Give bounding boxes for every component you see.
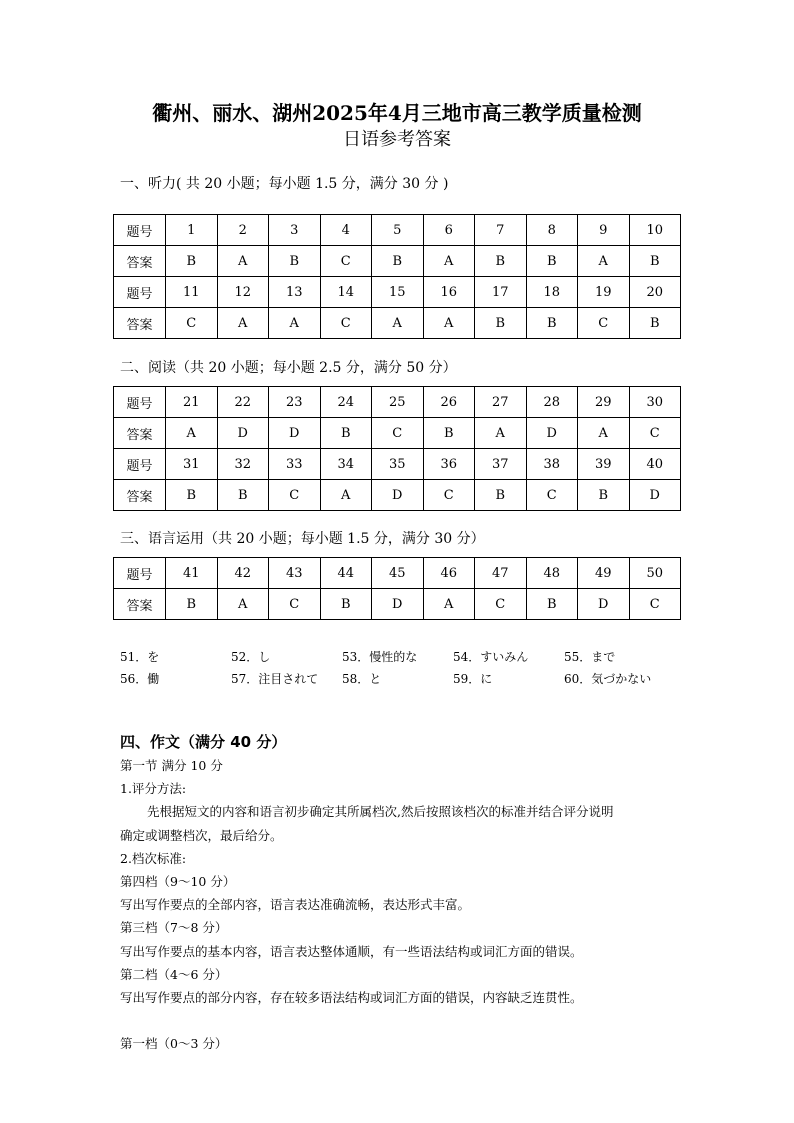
table-cell: 28 <box>526 387 578 418</box>
essay-line: 第四档（9～10 分） <box>120 874 236 890</box>
row-label: 答案 <box>114 418 166 449</box>
table-cell: B <box>475 480 527 511</box>
document-subtitle: 日语参考答案 <box>343 129 451 150</box>
table-cell: C <box>578 308 630 339</box>
table-cell: 10 <box>629 215 681 246</box>
table-cell: 26 <box>423 387 475 418</box>
section1-answer-table <box>113 214 681 339</box>
table-cell: D <box>372 480 424 511</box>
table-cell: C <box>269 589 321 620</box>
table-cell: B <box>166 480 218 511</box>
essay-line: 写出写作要点的基本内容，语言表达整体通顺，有一些语法结构或词汇方面的错误。 <box>120 943 583 959</box>
table-cell: 29 <box>578 387 630 418</box>
table-cell: B <box>629 308 681 339</box>
table-cell: D <box>629 480 681 511</box>
section2-note: （共 20 小题；每小题 2.5 分，满分 50 分） <box>176 360 457 376</box>
table-cell: 12 <box>217 277 269 308</box>
table-cell: 6 <box>423 215 475 246</box>
table-cell: 24 <box>320 387 372 418</box>
table-cell: 38 <box>526 449 578 480</box>
fill-answer: 56．働 <box>120 672 160 686</box>
row-label: 题号 <box>114 387 166 418</box>
table-cell: B <box>526 589 578 620</box>
table-cell: B <box>423 418 475 449</box>
table-cell: C <box>320 246 372 277</box>
table-cell: 32 <box>217 449 269 480</box>
section1-heading <box>120 173 448 193</box>
table-cell: B <box>578 480 630 511</box>
table-cell: B <box>166 589 218 620</box>
fill-row <box>120 646 680 668</box>
essay-line: 第二档（4～6 分） <box>120 966 228 982</box>
section3-answer-table <box>113 557 681 620</box>
fill-answer: 60．気づかない <box>564 672 652 686</box>
fill-answer: 57．注目されて <box>231 672 319 686</box>
table-cell: 2 <box>217 215 269 246</box>
document-title: 衢州、丽水、湖州2025年4月三地市高三教学质量检测 <box>152 101 642 125</box>
row-label: 题号 <box>114 215 166 246</box>
table-cell: C <box>372 418 424 449</box>
fill-answer: 52．し <box>231 650 271 664</box>
table-cell: 9 <box>578 215 630 246</box>
table-cell: A <box>166 418 218 449</box>
table-cell: 20 <box>629 277 681 308</box>
row-label: 答案 <box>114 308 166 339</box>
table-cell: 17 <box>475 277 527 308</box>
table-cell: 18 <box>526 277 578 308</box>
fill-in-answers <box>120 646 680 690</box>
section2-answer-table <box>113 386 681 511</box>
fill-answer: 58．と <box>342 672 382 686</box>
table-row <box>114 589 681 620</box>
table-row <box>114 480 681 511</box>
essay-line: 2.档次标准: <box>120 850 187 866</box>
table-cell: 21 <box>166 387 218 418</box>
table-cell: D <box>269 418 321 449</box>
table-cell: 5 <box>372 215 424 246</box>
table-cell: 25 <box>372 387 424 418</box>
essay-line: 先根据短文的内容和语言初步确定其所属档次,然后按照该档次的标准并结合评分说明 <box>147 804 614 820</box>
table-cell: A <box>217 308 269 339</box>
table-cell: 36 <box>423 449 475 480</box>
row-label: 答案 <box>114 246 166 277</box>
table-cell: C <box>320 308 372 339</box>
table-cell: B <box>217 480 269 511</box>
table-cell: D <box>372 589 424 620</box>
fill-answer: 53．慢性的な <box>342 650 418 664</box>
essay-line: 第一节 满分 10 分 <box>120 758 223 773</box>
table-cell: A <box>217 589 269 620</box>
table-cell: 8 <box>526 215 578 246</box>
table-cell: B <box>475 246 527 277</box>
section3-note: （共 20 小题；每小题 1.5 分，满分 30 分） <box>204 531 485 547</box>
table-cell: 30 <box>629 387 681 418</box>
essay-line: 确定或调整档次，最后给分。 <box>120 827 283 843</box>
table-row <box>114 308 681 339</box>
table-cell: A <box>217 246 269 277</box>
table-cell: C <box>629 589 681 620</box>
table-cell: 11 <box>166 277 218 308</box>
table-row <box>114 418 681 449</box>
table-cell: 49 <box>578 558 630 589</box>
table-cell: A <box>423 589 475 620</box>
table-cell: D <box>526 418 578 449</box>
table-cell: A <box>578 418 630 449</box>
row-label: 答案 <box>114 589 166 620</box>
table-cell: B <box>320 589 372 620</box>
table-row <box>114 449 681 480</box>
table-cell: D <box>578 589 630 620</box>
fill-answer: 55．まで <box>564 650 616 664</box>
table-cell: C <box>423 480 475 511</box>
table-cell: 15 <box>372 277 424 308</box>
table-cell: 23 <box>269 387 321 418</box>
essay-section <box>120 730 690 1055</box>
section2-title: 二、阅读 <box>120 360 176 376</box>
section3-title: 三、语言运用 <box>120 531 204 547</box>
table-cell: A <box>423 308 475 339</box>
table-cell: 22 <box>217 387 269 418</box>
table-cell: 34 <box>320 449 372 480</box>
table-cell: B <box>320 418 372 449</box>
section2-heading <box>120 357 457 377</box>
table-cell: C <box>166 308 218 339</box>
table-cell: 4 <box>320 215 372 246</box>
table-cell: 27 <box>475 387 527 418</box>
fill-answer: 51．を <box>120 650 160 664</box>
section3-heading <box>120 528 485 548</box>
table-cell: 46 <box>423 558 475 589</box>
table-cell: 35 <box>372 449 424 480</box>
section1-title: 一、听力 <box>120 176 176 192</box>
fill-answer: 59．に <box>453 672 493 686</box>
essay-line: 第三档（7～8 分） <box>120 920 228 936</box>
table-cell: 3 <box>269 215 321 246</box>
table-cell: 1 <box>166 215 218 246</box>
table-cell: C <box>269 480 321 511</box>
table-cell: 45 <box>372 558 424 589</box>
table-cell: 47 <box>475 558 527 589</box>
table-cell: B <box>629 246 681 277</box>
table-cell: A <box>372 308 424 339</box>
table-cell: A <box>320 480 372 511</box>
table-cell: A <box>578 246 630 277</box>
table-cell: A <box>475 418 527 449</box>
table-cell: 7 <box>475 215 527 246</box>
table-cell: C <box>475 589 527 620</box>
table-cell: 19 <box>578 277 630 308</box>
table-cell: D <box>217 418 269 449</box>
table-cell: 33 <box>269 449 321 480</box>
table-row <box>114 387 681 418</box>
table-cell: 31 <box>166 449 218 480</box>
table-cell: 41 <box>166 558 218 589</box>
row-label: 答案 <box>114 480 166 511</box>
table-row <box>114 277 681 308</box>
table-cell: B <box>269 246 321 277</box>
table-cell: 43 <box>269 558 321 589</box>
table-cell: 37 <box>475 449 527 480</box>
table-cell: B <box>475 308 527 339</box>
table-cell: 39 <box>578 449 630 480</box>
table-cell: 40 <box>629 449 681 480</box>
table-cell: C <box>629 418 681 449</box>
table-cell: A <box>423 246 475 277</box>
table-row <box>114 558 681 589</box>
table-row <box>114 246 681 277</box>
table-cell: B <box>526 246 578 277</box>
table-cell: 42 <box>217 558 269 589</box>
essay-line: 写出写作要点的全部内容，语言表达准确流畅，表达形式丰富。 <box>120 897 471 913</box>
row-label: 题号 <box>114 277 166 308</box>
table-cell: B <box>166 246 218 277</box>
essay-line: 第一档（0～3 分） <box>120 1036 228 1052</box>
fill-answer: 54．すいみん <box>453 650 529 664</box>
fill-row <box>120 668 680 690</box>
table-cell: B <box>526 308 578 339</box>
table-row <box>114 215 681 246</box>
table-cell: 14 <box>320 277 372 308</box>
table-cell: 13 <box>269 277 321 308</box>
table-cell: 50 <box>629 558 681 589</box>
essay-line: 1.评分方法: <box>120 781 187 797</box>
table-cell: B <box>372 246 424 277</box>
essay-line: 写出写作要点的部分内容，存在较多语法结构或词汇方面的错误，内容缺乏连贯性。 <box>120 990 583 1006</box>
table-cell: C <box>526 480 578 511</box>
row-label: 题号 <box>114 558 166 589</box>
section1-note: ( 共 20 小题；每小题 1.5 分，满分 30 分 ) <box>176 176 449 192</box>
essay-heading: 四、作文（满分 40 分） <box>120 733 287 751</box>
row-label: 题号 <box>114 449 166 480</box>
table-cell: 16 <box>423 277 475 308</box>
table-cell: 48 <box>526 558 578 589</box>
table-cell: 44 <box>320 558 372 589</box>
table-cell: A <box>269 308 321 339</box>
